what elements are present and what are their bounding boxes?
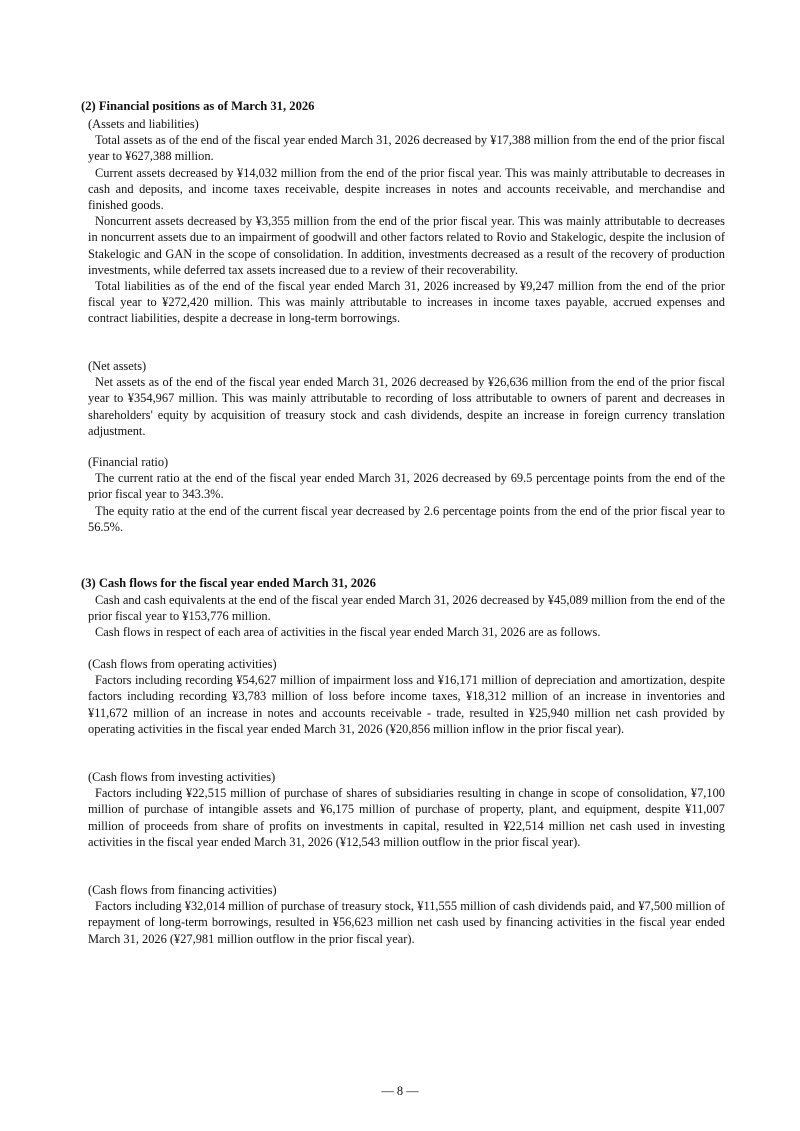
investing-activities-paragraph: Factors including ¥22,515 million of purchase of shares of subsidiaries resulting in change in scope of consolidation, ¥7,100 million of purchase of intangible assets and ¥6,175 million of purchase of property, plant, and equipment, despite ¥11,007 million of proceeds from share of profits on investments in capital, resulted in ¥22,514 million net cash used in investing activities in the fiscal year ended March 31, 2026 (¥12,543 million outflow in the prior fiscal year). [88,786,725,849]
operating-activities-heading: (Cash flows from operating activities) [88,657,277,671]
net-assets-paragraph: Net assets as of the end of the fiscal year ended March 31, 2026 decreased by ¥26,636 million from the end of the prior fiscal year to ¥354,967 million. This was mainly attributable to recording of loss attributable to owners of parent and decreases in shareholders' equity by acquisition of treasury stock and cash dividends, despite an increase in foreign currency translation adjustment. [88,375,725,438]
cash-equivalents-paragraph: Cash and cash equivalents at the end of the fiscal year ended March 31, 2026 decreased by ¥45,089 million from the end of the prior fiscal year to ¥153,776 million. [88,593,726,624]
financing-activities-heading: (Cash flows from financing activities) [88,883,277,897]
investing-activities-block [88,769,725,850]
current-assets-paragraph: Current assets decreased by ¥14,032 million from the end of the prior fiscal year. This was mainly attributable to decreases in cash and deposits, and income taxes receivable, despite increases in notes and accounts receivable, and merchandise and finished goods. [88,165,725,213]
page-number: ― 8 ― [381,1084,419,1098]
assets-liabilities-block [88,116,725,327]
section-title-financial-positions: (2) Financial positions as of March 31, 2026 [81,99,315,113]
section-title-cash-flows: (3) Cash flows for the fiscal year ended March 31, 2026 [81,576,376,590]
current-ratio-paragraph: The current ratio at the end of the fiscal year ended March 31, 2026 decreased by 69.5 percentage points from the end of the prior fiscal year to 343.3%. [88,471,725,502]
cash-flows-areas-paragraph: Cash flows in respect of each area of activities in the fiscal year ended March 31, 2026 are as follows. [95,625,601,640]
total-assets-paragraph: Total assets as of the end of the fiscal year ended March 31, 2026 decreased by ¥17,388 million from the end of the prior fiscal year to ¥627,388 million. [88,133,725,164]
investing-activities-heading: (Cash flows from investing activities) [88,770,276,784]
operating-activities-paragraph: Factors including recording ¥54,627 million of impairment loss and ¥16,171 million of depreciation and amortization, despite factors including recording ¥3,783 million of loss before income taxes, ¥18,312 million of an increase in inventories and ¥11,672 million of an increase in notes and accounts receivable - trade, resulted in ¥25,940 million net cash provided by operating activities in the fiscal year ended March 31, 2026 (¥20,856 million inflow in the prior fiscal year). [88,673,725,736]
financing-activities-paragraph: Factors including ¥32,014 million of purchase of treasury stock, ¥11,555 million of cash dividends paid, and ¥7,500 million of repayment of long-term borrowings, resulted in ¥56,623 million net cash used by financing activities in the fiscal year ended March 31, 2026 (¥27,981 million outflow in the prior fiscal year). [88,899,725,946]
total-liabilities-paragraph: Total liabilities as of the end of the fiscal year ended March 31, 2026 increased by ¥9,247 million from the end of the prior fiscal year to ¥272,420 million. This was mainly attributable to increases in income taxes payable, accrued expenses and contract liabilities, despite a decrease in long-term borrowings. [88,279,725,326]
equity-ratio-paragraph: The equity ratio at the end of the current fiscal year decreased by 2.6 percentage points from the end of the prior fiscal year to 56.5%. [88,503,725,534]
net-assets-heading: (Net assets) [88,359,147,373]
net-assets-block [88,358,725,439]
financial-ratio-block [88,454,725,535]
financing-activities-block [88,882,725,947]
noncurrent-assets-paragraph: Noncurrent assets decreased by ¥3,355 million from the end of the prior fiscal year. This was mainly attributable to decreases in noncurrent assets due to an impairment of goodwill and other factors related to Rovio and Stakelogic, despite the inclusion of Stakelogic and GAN in the scope of consolidation. In addition, investments decreased as a result of the recovery of production investments, while deferred tax assets increased due to a review of their recoverability. [88,214,725,277]
assets-liabilities-heading: (Assets and liabilities) [88,117,199,131]
operating-activities-block [88,656,725,737]
financial-ratio-heading: (Financial ratio) [88,455,169,469]
cash-flows-intro-block [88,592,725,641]
